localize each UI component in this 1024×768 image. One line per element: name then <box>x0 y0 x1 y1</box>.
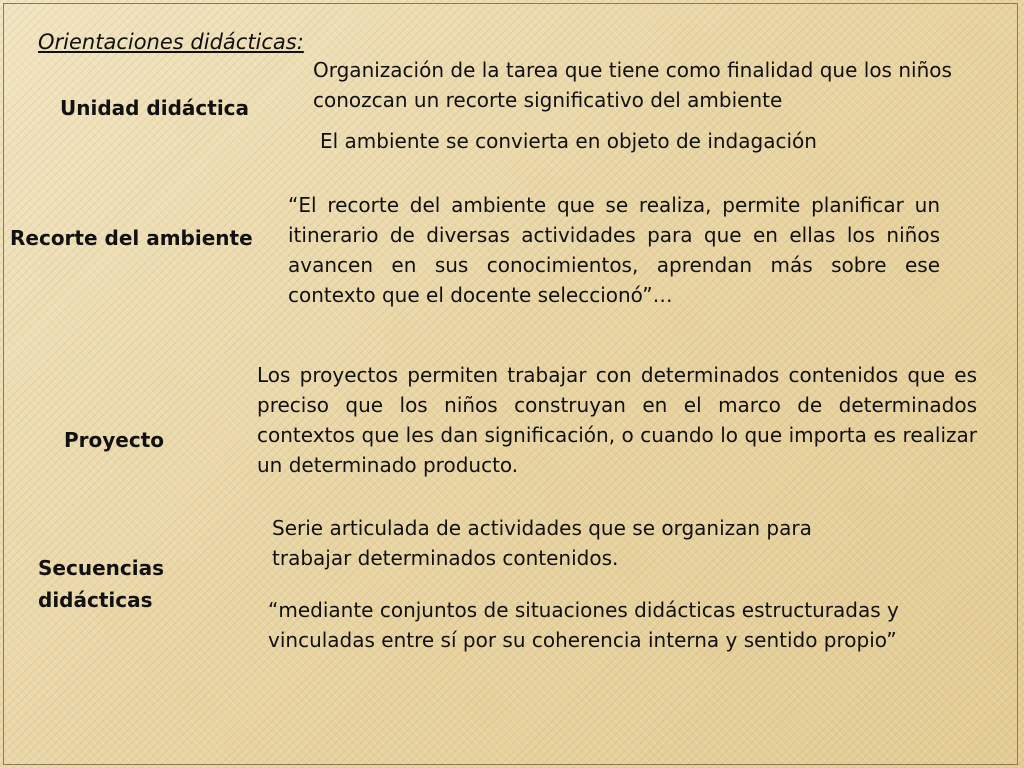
desc-proyecto: Los proyectos permiten trabajar con determinados contenidos que es preciso que los niños construyan en el marco de determinados contextos que les dan significación, o cuando lo que importa es realizar un determinado producto. <box>257 363 977 477</box>
term-proyecto: Proyecto <box>64 428 165 452</box>
desc-unidad-didactica: Organización de la tarea que tiene como finalidad que los niños conozcan un recorte significativo del ambiente <box>313 58 952 112</box>
term-unidad-didactica: Unidad didáctica <box>60 96 250 120</box>
desc-secuencias-serie: Serie articulada de actividades que se organizan para trabajar determinados contenidos. <box>272 516 812 570</box>
quote-recorte-ambiente: “El recorte del ambiente que se realiza, permite planificar un itinerario de diversas actividades para que en ellas los niños avancen en sus conocimientos, aprendan más sobre ese contexto que el docente seleccionó”… <box>288 193 940 307</box>
term-didacticas: didácticas <box>38 588 153 612</box>
slide-heading: Orientaciones didácticas: <box>38 30 304 54</box>
desc-ambiente-indagacion: El ambiente se convierta en objeto de indagación <box>320 129 817 153</box>
quote-secuencias: “mediante conjuntos de situaciones didácticas estructuradas y vinculadas entre sí por su coherencia interna y sentido propio” <box>268 598 899 652</box>
term-recorte-ambiente: Recorte del ambiente <box>10 226 253 250</box>
term-secuencias: Secuencias <box>38 556 164 580</box>
